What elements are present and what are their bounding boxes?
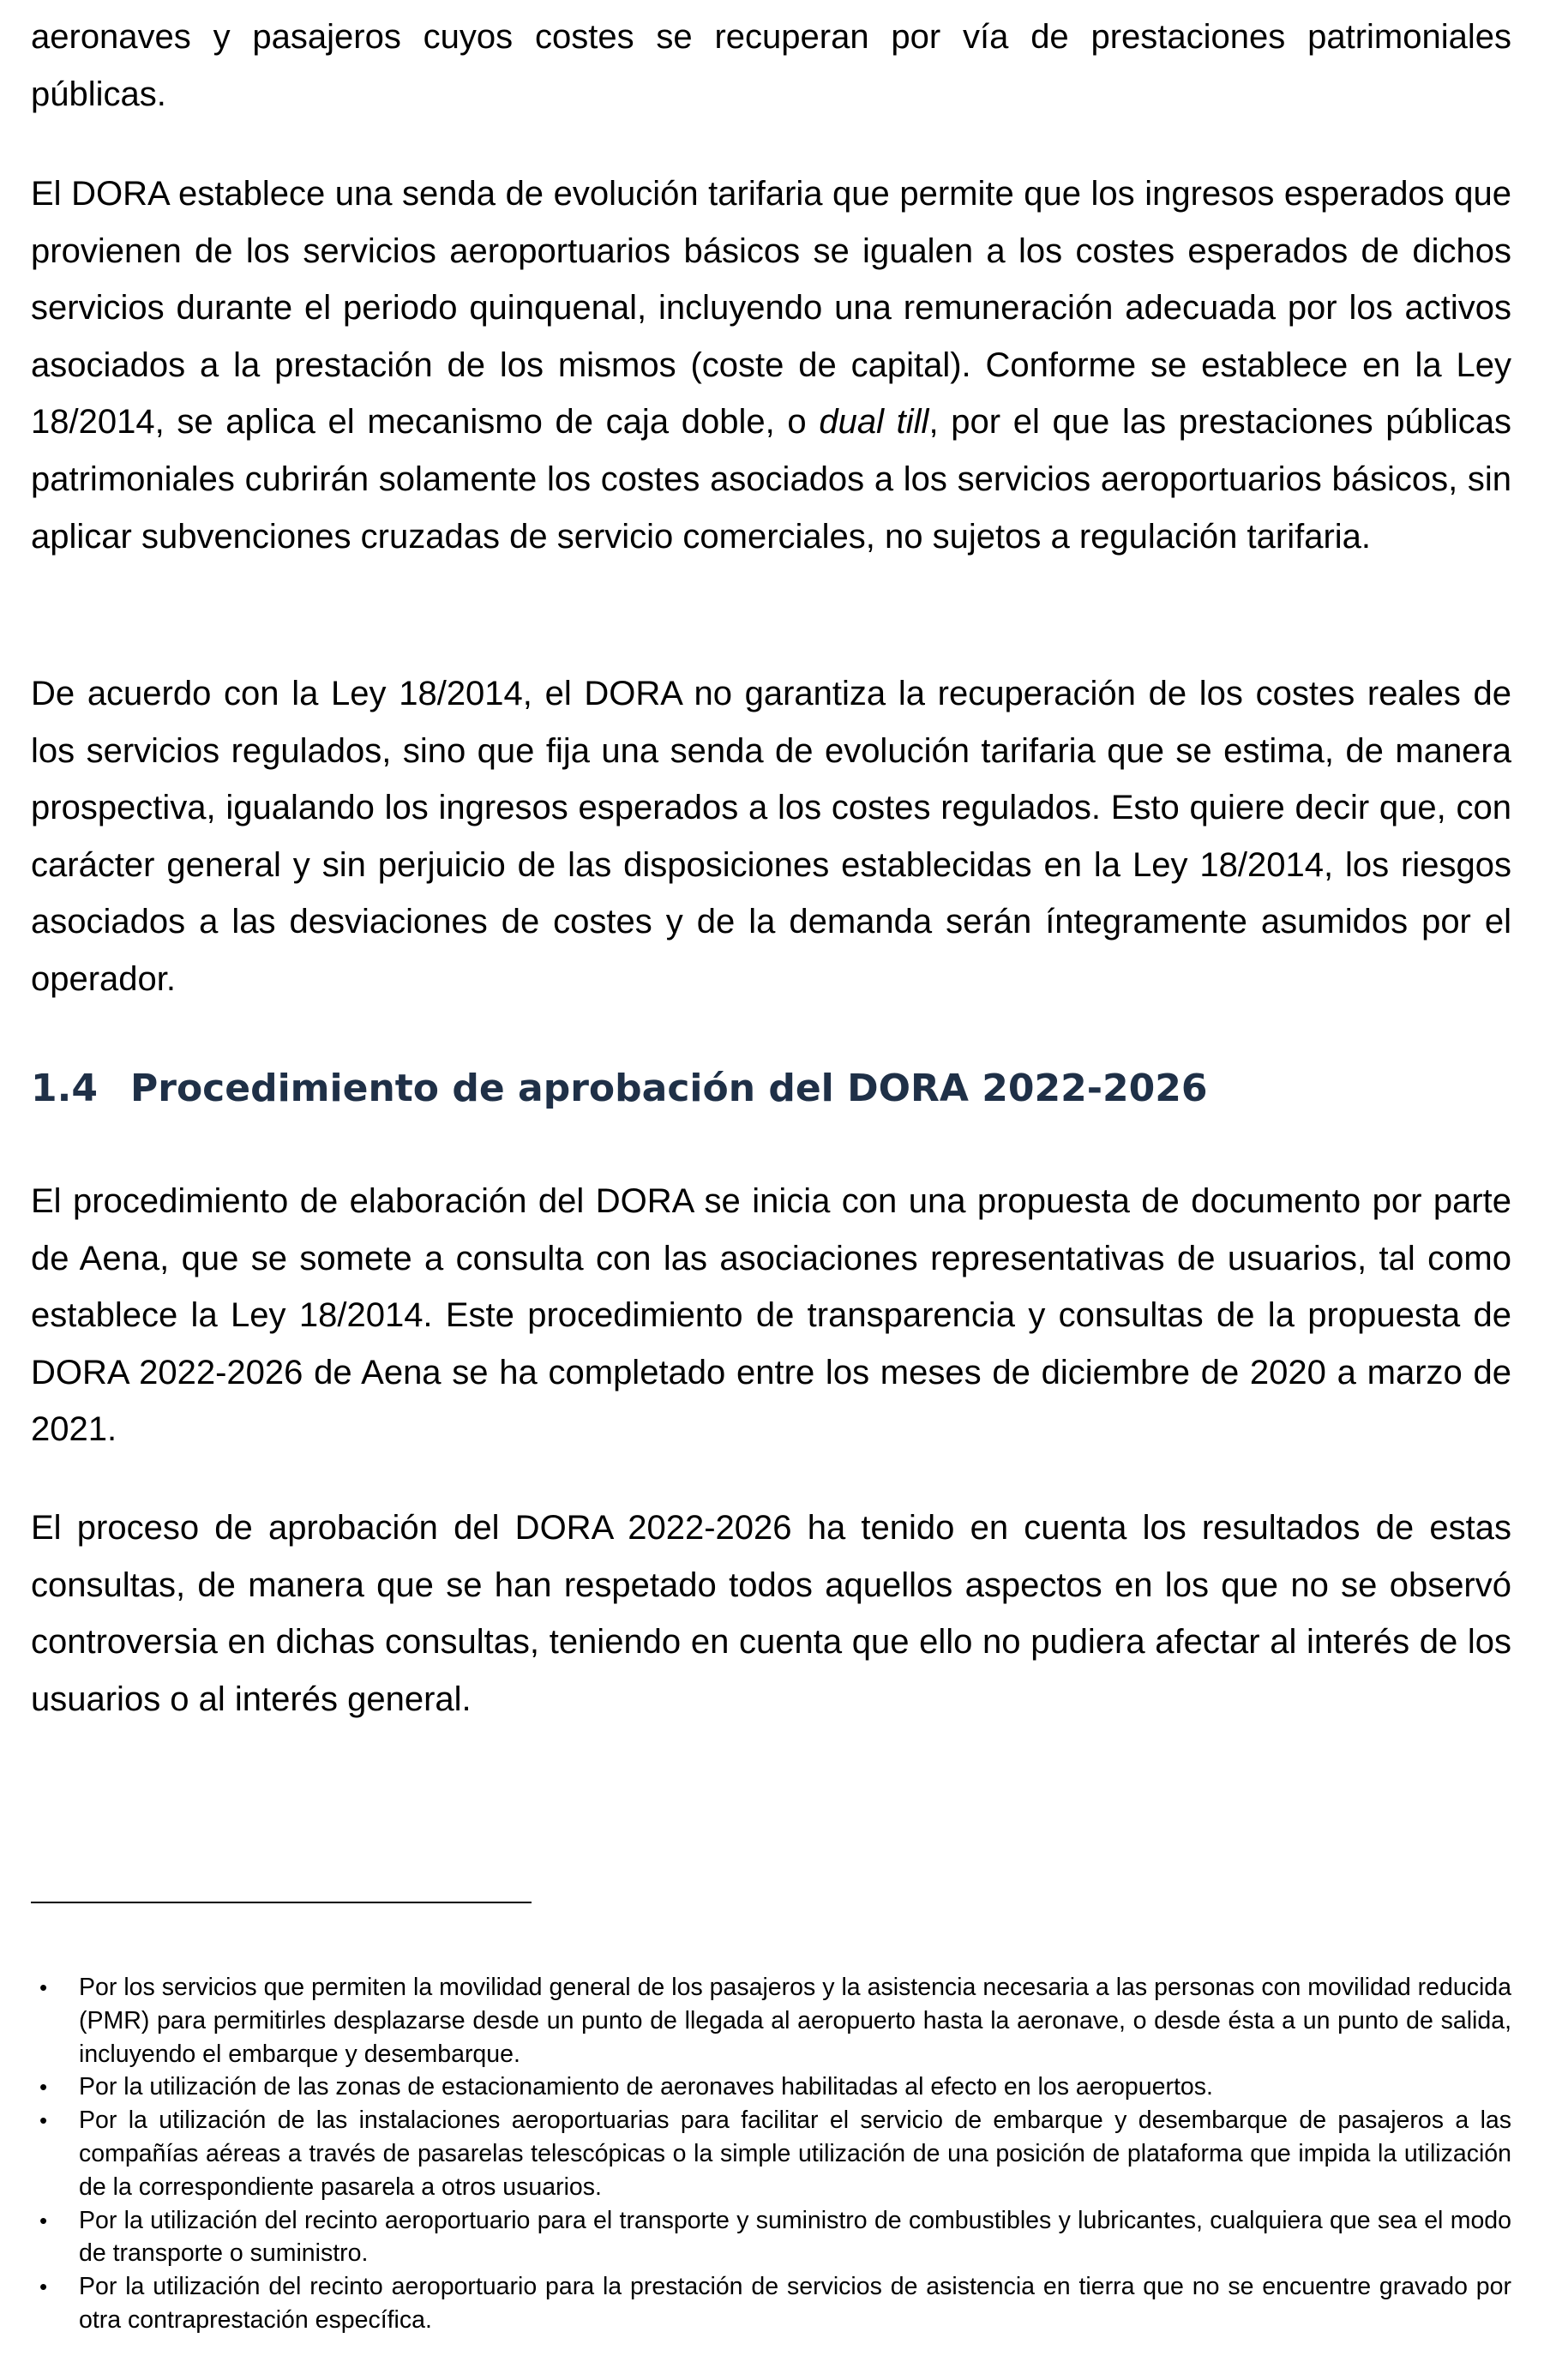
footnote-text: Por la utilización del recinto aeroportuario para la prestación de servicios de asistencia en tierra que no se encuentre gravado por otra contraprestación específica.	[79, 2273, 1511, 2334]
footnote-item	[31, 2104, 1511, 2203]
bullet-icon: •	[39, 1974, 48, 2000]
paragraph-procedure: El procedimiento de elaboración del DORA se inicia con una propuesta de documento por parte de Aena, que se somete a consulta con las asociaciones representativas de usuarios, tal como establece la Ley 18/2014. Este procedimiento de transparencia y consultas de la propuesta de DORA 2022-2026 de Aena se ha completado entre los meses de diciembre de 2020 a marzo de 2021.	[31, 1182, 1511, 1449]
footnote-item	[31, 2070, 1511, 2104]
footnote-text: Por los servicios que permiten la movilidad general de los pasajeros y la asistencia necesaria a las personas con movilidad reducida (PMR) para permitirles desplazarse desde un punto de llegada al aeropuerto hasta la aeronave, o desde ésta a un punto de salida, incluyendo el embarque y desembarque.	[79, 1974, 1511, 2068]
paragraph-continuation: aeronaves y pasajeros cuyos costes se recuperan por vía de prestaciones patrimoniales públicas.	[31, 18, 1511, 113]
footnote-item	[31, 2204, 1511, 2271]
bullet-icon: •	[39, 2107, 48, 2134]
footnote-text: Por la utilización de las instalaciones aeroportuarias para facilitar el servicio de embarque y desembarque de pasajeros a las compañías aéreas a través de pasarelas telescópicas o la simple utilización de una posición de plataforma que impida la utilización de la correspondiente pasarela a otros usuarios.	[79, 2107, 1511, 2201]
paragraph-cost-recovery: De acuerdo con la Ley 18/2014, el DORA no garantiza la recuperación de los costes reales de los servicios regulados, sino que fija una senda de evolución tarifaria que se estima, de manera prospectiva, igualando los ingresos esperados a los costes regulados. Esto quiere decir que, con carácter general y sin perjuicio de las disposiciones establecidas en la Ley 18/2014, los riesgos asociados a las desviaciones de costes y de la demanda serán íntegramente asumidos por el operador.	[31, 675, 1511, 998]
footnote-item	[31, 1971, 1511, 2070]
paragraph-text: , por el que las prestaciones públicas patrimoniales cubrirán solamente los costes asociados a los servicios aeroportuarios básicos, sin aplicar subvenciones cruzadas de servicio comerciales, no sujetos a regulación tarifaria.	[31, 403, 1512, 556]
bullet-icon: •	[39, 2207, 48, 2233]
footnote-item	[31, 2270, 1511, 2337]
footnote-separator	[31, 1902, 532, 1903]
section-heading	[31, 1056, 1511, 1121]
section-number: 1.4	[31, 1067, 98, 1110]
paragraph-text: El DORA establece una senda de evolución tarifaria que permite que los ingresos esperados que provienen de los servicios aeroportuarios básicos se igualen a los costes esperados de dichos servicios durante el periodo quinquenal, incluyendo una remuneración adecuada por los activos asociados a la prestación de los mismos (coste de capital). Conforme se establece en la Ley 18/2014, se aplica el mecanismo de caja doble, o	[31, 175, 1511, 442]
footnote-text: Por la utilización de las zonas de estacionamiento de aeronaves habilitadas al efecto en los aeropuertos.	[79, 2073, 1213, 2101]
footnote-list	[31, 1971, 1511, 2337]
footnote-text: Por la utilización del recinto aeroportuario para el transporte y suministro de combustibles y lubricantes, cualquiera que sea el modo de transporte o suministro.	[79, 2206, 1511, 2268]
bullet-icon: •	[39, 2074, 48, 2101]
paragraph-dora-tariff-path	[31, 165, 1511, 565]
section-title: Procedimiento de aprobación del DORA 2022-2026	[130, 1067, 1208, 1110]
paragraph-approval-process: El proceso de aprobación del DORA 2022-2026 ha tenido en cuenta los resultados de estas consultas, de manera que se han respetado todos aquellos aspectos en los que no se observó controversia en dichas consultas, teniendo en cuenta que ello no pudiera afectar al interés de los usuarios o al interés general.	[31, 1509, 1511, 1718]
italic-term-dual-till: dual till	[819, 403, 929, 442]
bullet-icon: •	[39, 2274, 48, 2300]
